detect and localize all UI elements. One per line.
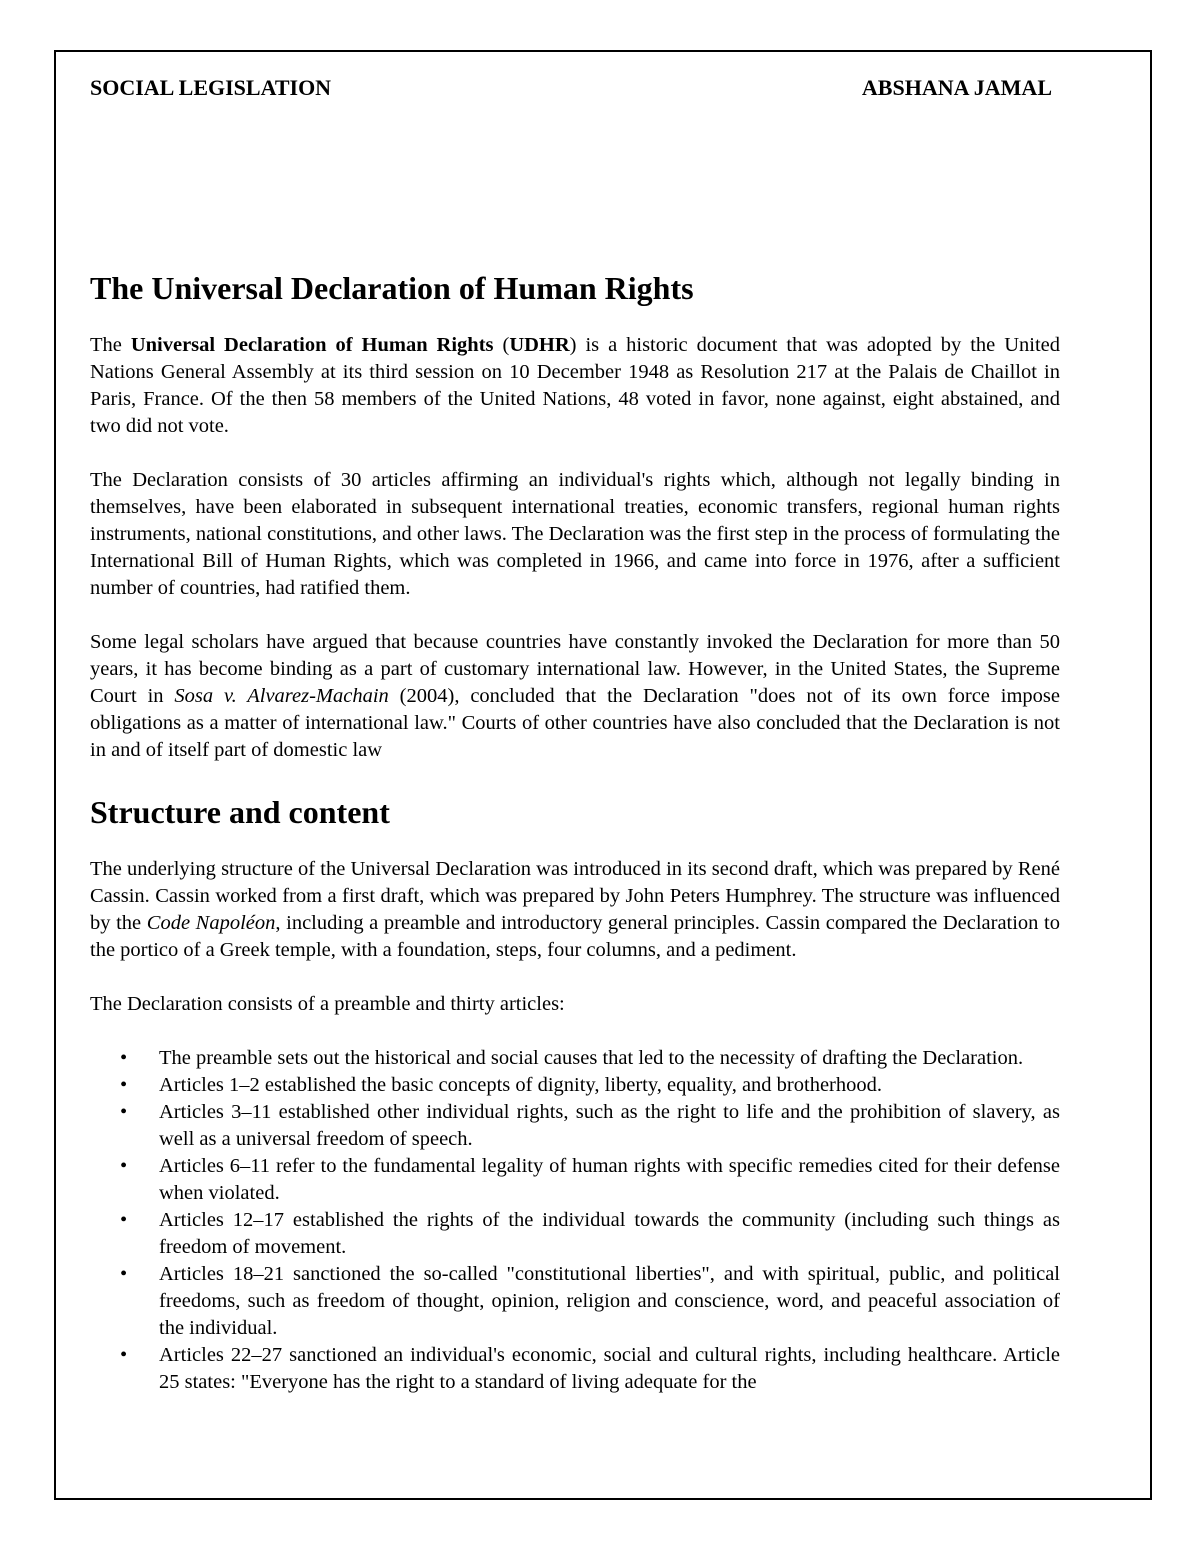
header-course-title: SOCIAL LEGISLATION — [90, 75, 332, 100]
bullet-icon: • — [120, 1047, 128, 1069]
list-item — [120, 1207, 1060, 1261]
text-run: Some legal scholars have argued that because countries have constantly invoked the Declaration for more than 50 years, it has become binding as a part of customary international law. However, in the United States, the Supreme Court in — [90, 631, 1060, 707]
list-item-text: The preamble sets out the historical and social causes that led to the necessity of drafting the Declaration. — [159, 1047, 1024, 1069]
text-italic-case-name: Sosa v. Alvarez-Machain — [174, 685, 389, 707]
text-bold: Universal Declaration of Human Rights — [130, 334, 494, 356]
text-run: ) is a historic document that was adopted by the United Nations General Assembly at its third session on 10 December 1948 as Resolution 217 at the Palais de Chaillot in Paris, France. Of the then 58 members of the United Nations, 48 voted in favor, none against, eight abstained, and two did not vote. — [90, 334, 1061, 437]
text-run: (2004), concluded that the Declaration "does not of its own force impose obligations as a matter of international law." Courts of other countries have also concluded that the Declaration is not in and of itself part of domestic law — [90, 685, 1060, 761]
bullet-icon: • — [120, 1155, 128, 1177]
text-run: , including a preamble and introductory general principles. Cassin compared the Declaration to the portico of a Greek temple, with a foundation, steps, four columns, and a pediment. — [90, 912, 1060, 961]
section-title-structure: Structure and content — [90, 794, 390, 830]
paragraph-preamble-articles: The Declaration consists of a preamble and thirty articles: — [90, 993, 565, 1015]
paragraph-udhr-articles: The Declaration consists of 30 articles affirming an individual's rights which, although not legally binding in themselves, have been elaborated in subsequent international treaties, economic transfers, regional human rights instruments, national constitutions, and other laws. The Declaration was the first step in the process of formulating the International Bill of Human Rights, which was completed in 1966, and came into force in 1976, after a sufficient number of countries, had ratified them. — [90, 469, 1060, 599]
text-italic-code-napoleon: Code Napoléon — [146, 912, 276, 934]
text-run: ( — [493, 334, 510, 356]
bullet-icon: • — [120, 1101, 128, 1123]
list-item-text: Articles 6–11 refer to the fundamental legality of human rights with specific remedies cited for their defense when violated. — [159, 1155, 1060, 1204]
text-run: The — [90, 334, 131, 356]
list-item-text: Articles 12–17 established the rights of the individual towards the community (including such things as freedom of movement. — [159, 1209, 1060, 1258]
text-bold: UDHR — [509, 334, 570, 356]
bullet-icon: • — [120, 1263, 128, 1285]
list-item — [120, 1099, 1060, 1153]
paragraph-udhr-legal-status — [90, 629, 1060, 764]
page-header — [90, 74, 1052, 102]
list-item-text: Articles 1–2 established the basic concepts of dignity, liberty, equality, and brotherhood. — [159, 1074, 883, 1096]
paragraph-structure-intro — [90, 856, 1060, 964]
paragraph-udhr-intro — [90, 332, 1060, 440]
list-item-text: Articles 22–27 sanctioned an individual's economic, social and cultural rights, including healthcare. Article 25 states: "Everyone has the right to a standard of living adequate for the — [159, 1344, 1060, 1393]
list-item — [120, 1045, 1060, 1072]
list-item-text: Articles 3–11 established other individual rights, such as the right to life and the prohibition of slavery, as well as a universal freedom of speech. — [159, 1101, 1060, 1150]
text-run: The underlying structure of the Universal Declaration was introduced in its second draft, which was prepared by René Cassin. Cassin worked from a first draft, which was prepared by John Peters Humphrey. The structure was influenced by the — [90, 858, 1060, 934]
list-item — [120, 1261, 1060, 1342]
bullet-icon: • — [120, 1344, 128, 1366]
bullet-icon: • — [120, 1074, 128, 1096]
articles-list — [90, 1045, 1060, 1396]
list-item — [120, 1072, 1060, 1099]
section-title-udhr: The Universal Declaration of Human Rights — [90, 270, 694, 306]
list-item-text: Articles 18–21 sanctioned the so-called "constitutional liberties", and with spiritual, public, and political freedoms, such as freedom of thought, opinion, religion and conscience, word, and peaceful association of the individual. — [159, 1263, 1060, 1339]
header-author-name: ABSHANA JAMAL — [861, 75, 1052, 100]
list-item — [120, 1342, 1060, 1396]
bullet-icon: • — [120, 1209, 128, 1231]
document-body — [90, 268, 1060, 1396]
list-item — [120, 1153, 1060, 1207]
